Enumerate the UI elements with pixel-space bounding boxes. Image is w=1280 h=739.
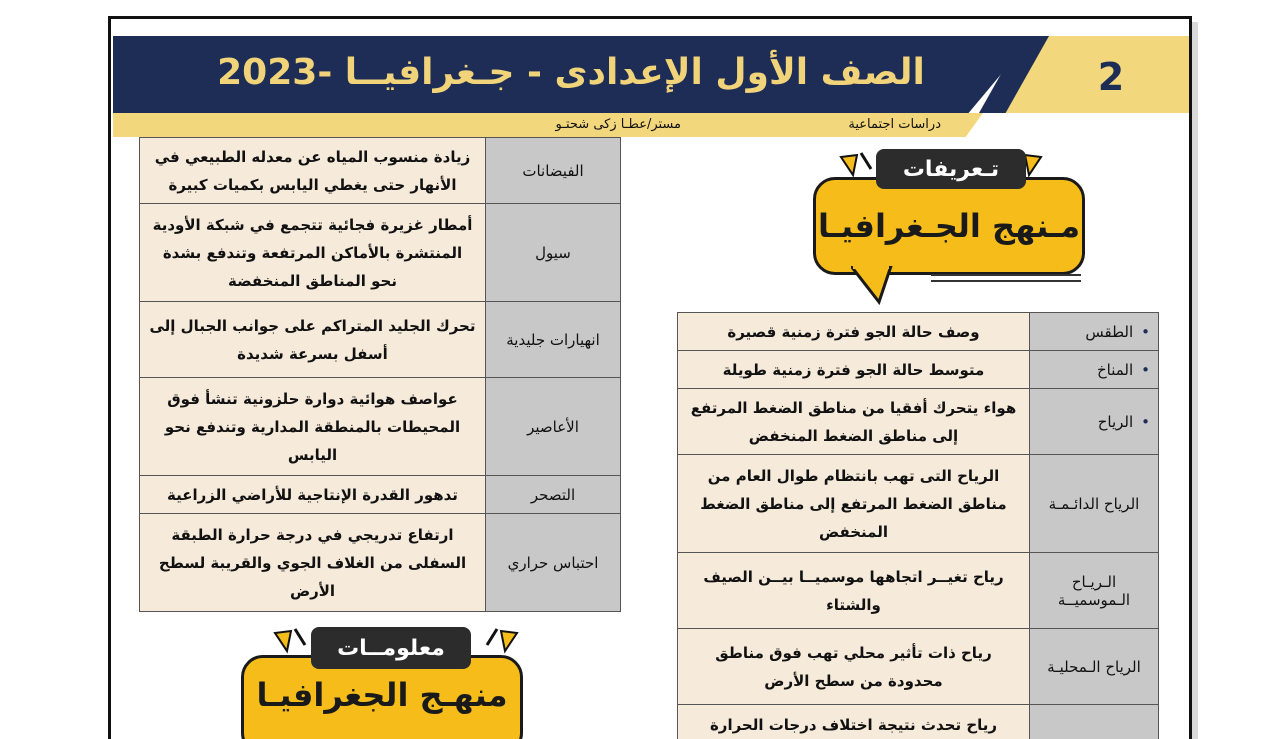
definition-cell: رياح تحدث نتيجة اختلاف درجات الحرارة xyxy=(678,705,1030,739)
definition-cell: رياح تغيــر اتجاهها موسميــا بيــن الصيف والشتاء xyxy=(678,553,1030,629)
term-cell xyxy=(1030,705,1159,739)
teacher-name: مستر/عطـا زكى شحتـو xyxy=(501,114,681,136)
term-cell: المناخ xyxy=(1097,361,1133,379)
definitions-bubble-tail xyxy=(851,266,911,306)
definitions-tag-label: تـعريفات xyxy=(903,157,999,182)
table-row xyxy=(678,705,1159,739)
term-cell: احتباس حراري xyxy=(486,514,621,612)
term-cell: الرياح الدائـمـة xyxy=(1030,455,1159,553)
bullet-icon: • xyxy=(1141,323,1150,341)
definition-cell: متوسط حالة الجو فترة زمنية طويلة xyxy=(678,351,1030,389)
table-row xyxy=(678,389,1159,455)
page-number: 2 xyxy=(1071,49,1151,105)
table-row xyxy=(140,476,621,514)
definitions-tag xyxy=(876,149,1026,189)
term-cell: انهيارات جليدية xyxy=(486,302,621,378)
table-row xyxy=(140,138,621,204)
term-cell: الأعاصير xyxy=(486,378,621,476)
table-row xyxy=(678,629,1159,705)
subject-label: دراسات اجتماعية xyxy=(811,114,941,136)
definitions-title-badge xyxy=(813,177,1085,275)
definition-cell: هواء يتحرك أفقيا من مناطق الضغط المرتفع إلى مناطق الضغط المنخفض xyxy=(678,389,1030,455)
info-tag-label: معلومــات xyxy=(337,636,445,661)
definition-cell: وصف حالة الجو فترة زمنية قصيرة xyxy=(678,313,1030,351)
term-cell: الرياح xyxy=(1098,413,1133,431)
table-row xyxy=(140,302,621,378)
definition-cell: تدهور القدرة الإنتاجية للأراضي الزراعية xyxy=(140,476,486,514)
worksheet-page xyxy=(108,16,1192,739)
table-row xyxy=(140,204,621,302)
definitions-table xyxy=(677,312,1159,739)
phenomena-table xyxy=(139,137,621,612)
page-title: الصف الأول الإعدادى - جـغرافيــا -2023 xyxy=(171,45,971,101)
definitions-underline xyxy=(931,271,1081,287)
definition-cell: عواصف هوائية دوارة حلزونية تنشأ فوق المحيطات بالمنطقة المدارية وتندفع نحو اليابس xyxy=(140,378,486,476)
table-row xyxy=(140,514,621,612)
definitions-title: مـنهج الجـغرافيـا xyxy=(818,207,1080,245)
table-row xyxy=(678,313,1159,351)
info-title: منهـج الجغرافيـا xyxy=(256,676,507,714)
definition-cell: زيادة منسوب المياه عن معدله الطبيعي في الأنهار حتى يغطي اليابس بكميات كبيرة xyxy=(140,138,486,204)
term-cell: التصحر xyxy=(486,476,621,514)
term-cell: الطقس xyxy=(1085,323,1133,341)
term-cell: الفيضانات xyxy=(486,138,621,204)
table-row xyxy=(678,553,1159,629)
table-row xyxy=(140,378,621,476)
bullet-icon: • xyxy=(1141,413,1150,431)
term-cell: الـريـاح الـموسميــة xyxy=(1030,553,1159,629)
table-row xyxy=(678,351,1159,389)
definition-cell: ارتفاع تدريجي في درجة حرارة الطبقة السفلى من الغلاف الجوي والقريبة لسطح الأرض xyxy=(140,514,486,612)
definition-cell: تحرك الجليد المتراكم على جوانب الجبال إلى أسفل بسرعة شديدة xyxy=(140,302,486,378)
definition-cell: رياح ذات تأثير محلي تهب فوق مناطق محدودة من سطح الأرض xyxy=(678,629,1030,705)
term-cell: سيول xyxy=(486,204,621,302)
bullet-icon: • xyxy=(1141,361,1150,379)
table-row xyxy=(678,455,1159,553)
term-cell: الرياح الـمحليـة xyxy=(1030,629,1159,705)
definition-cell: أمطار غزيرة فجائية تتجمع في شبكة الأودية المنتشرة بالأماكن المرتفعة وتندفع بشدة نحو المناطق المنخفضة xyxy=(140,204,486,302)
info-tag xyxy=(311,627,471,669)
definition-cell: الرياح التى تهب بانتظام طوال العام من مناطق الضغط المرتفع إلى مناطق الضغط المنخفض xyxy=(678,455,1030,553)
